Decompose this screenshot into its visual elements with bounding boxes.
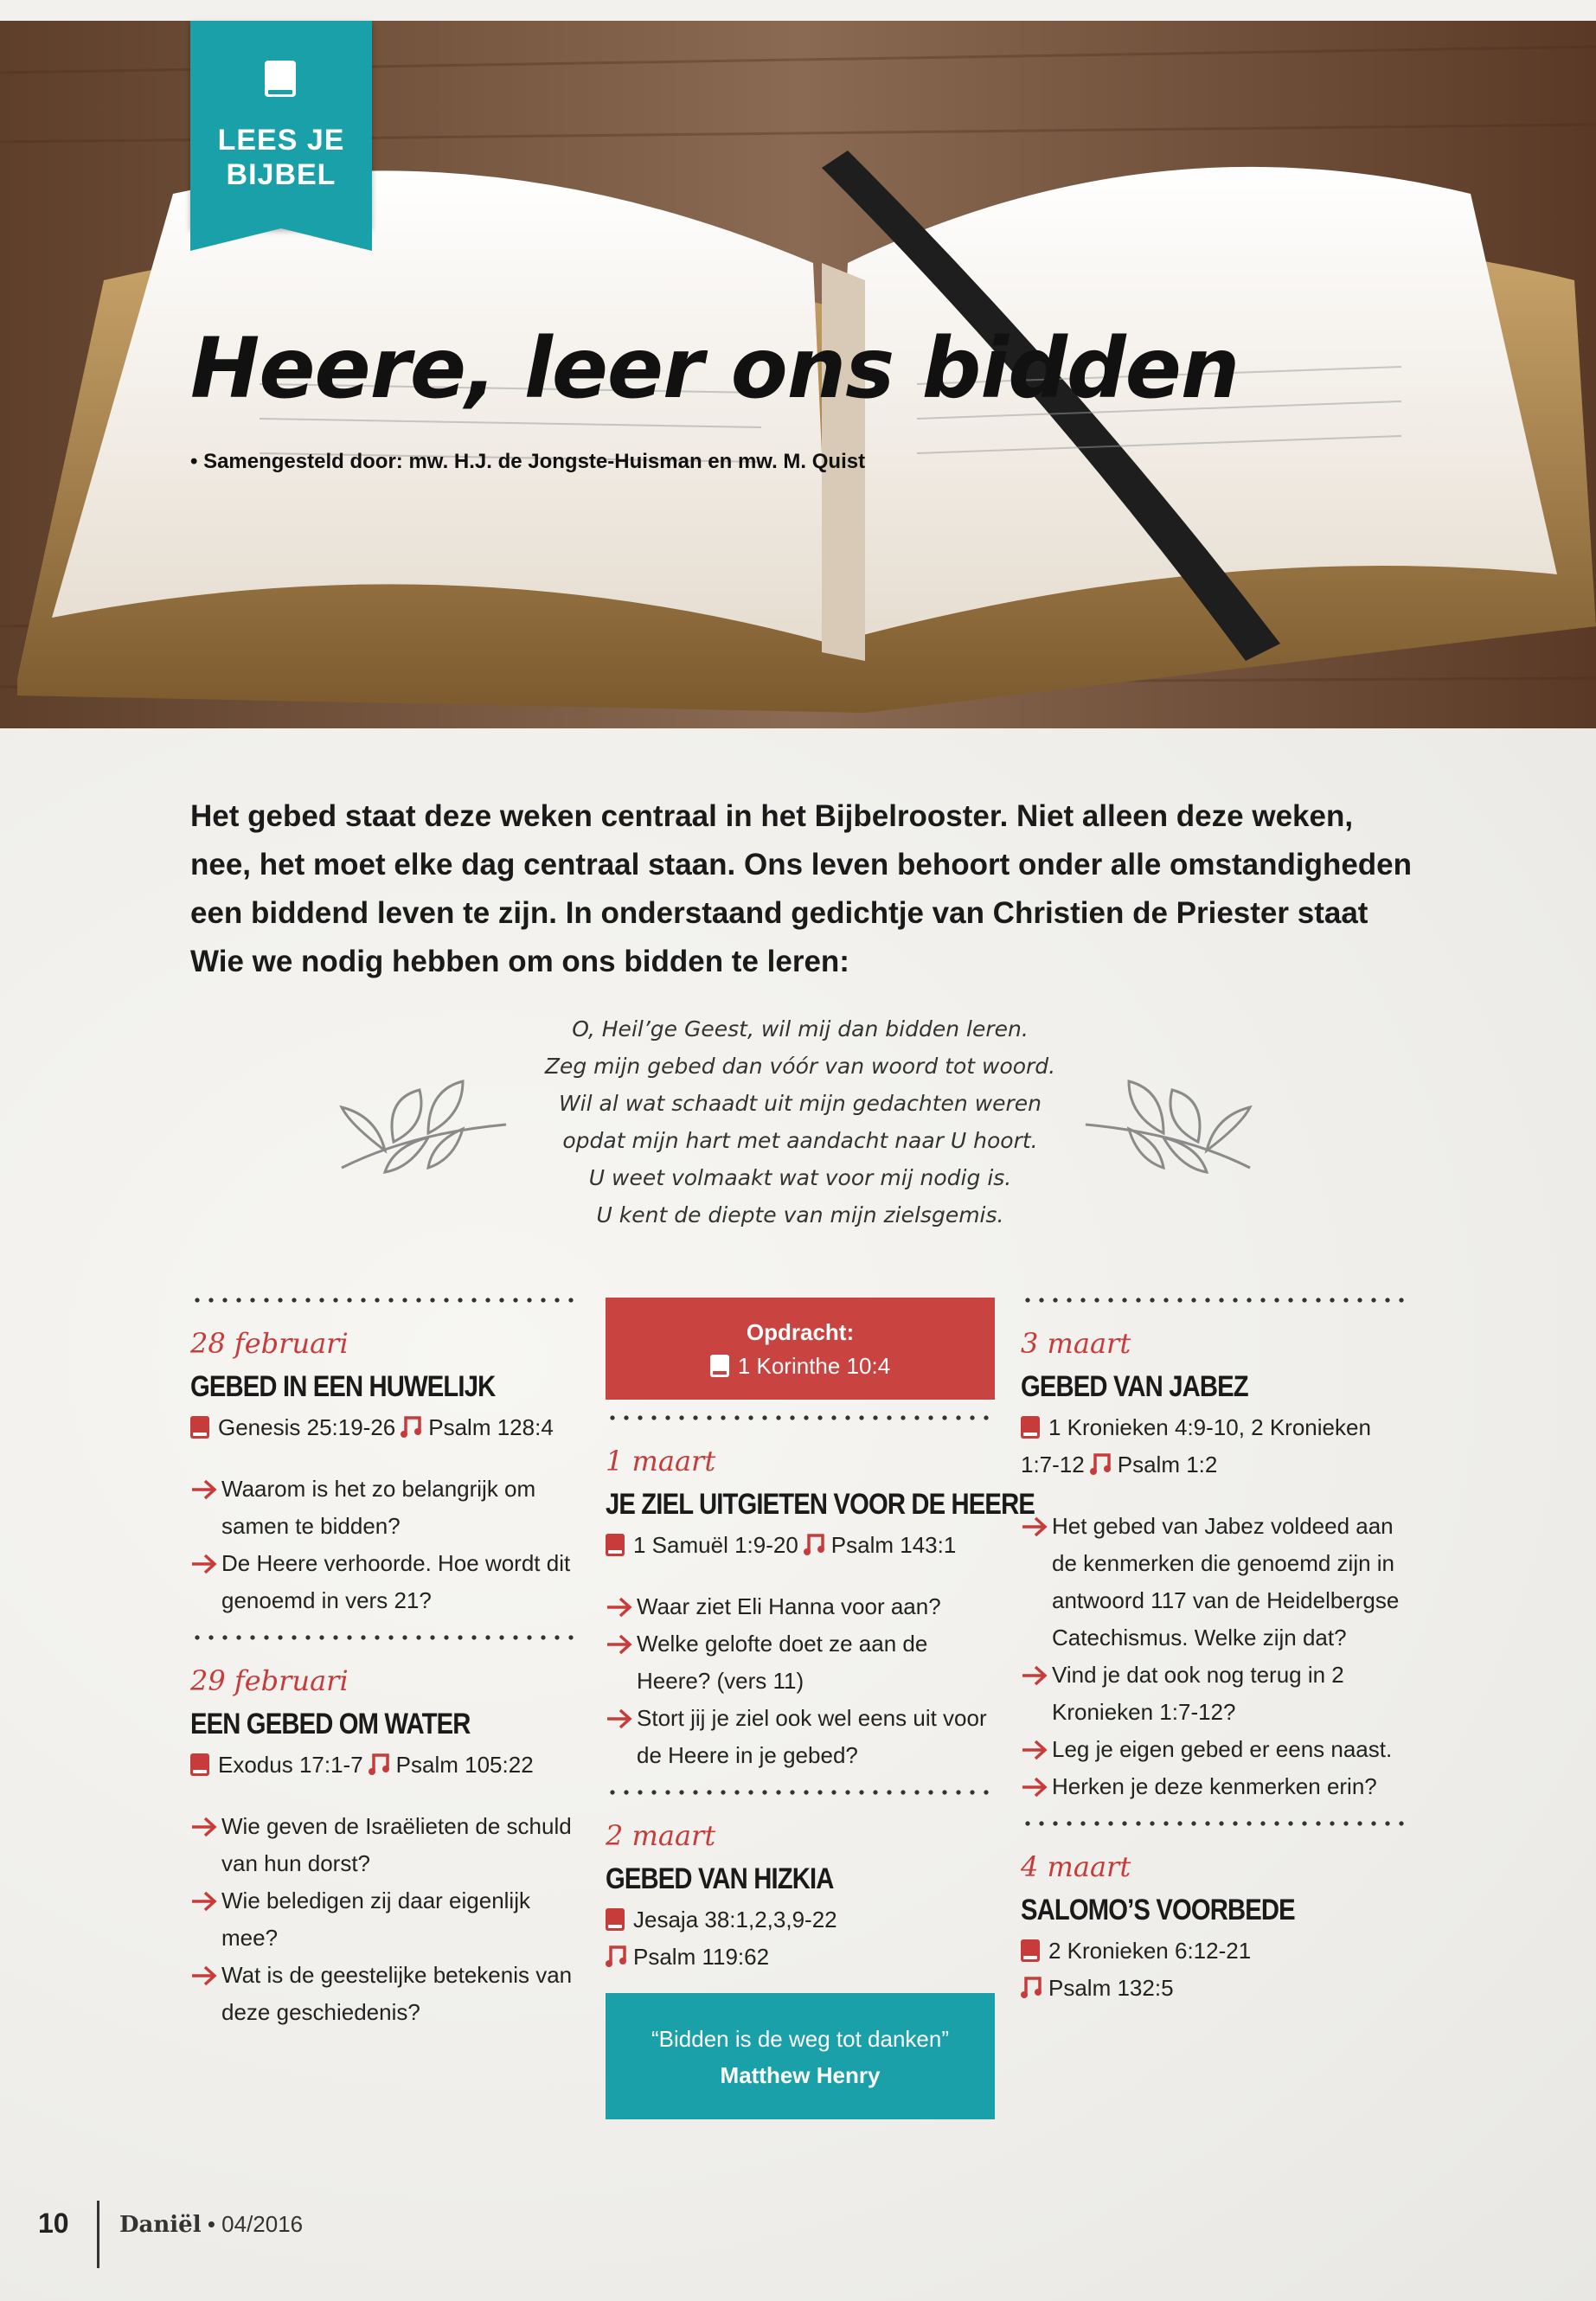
dotted-divider — [1021, 1298, 1410, 1303]
question-text: Vind je dat ook nog terug in 2 Kronieken 1:7-12? — [1052, 1662, 1344, 1725]
bible-icon — [190, 1753, 209, 1776]
arrow-right-icon — [190, 1816, 218, 1838]
column-3 — [1021, 1298, 1410, 2022]
question-text: Het gebed van Jabez voldeed aan de kenmerken die genoemd zijn in antwoord 117 van de Heidelbergse Catechismus. Welke zijn dat? — [1052, 1513, 1400, 1650]
leaf-branch-icon — [333, 1073, 515, 1176]
badge-notch — [190, 228, 372, 251]
poem-line: U weet volmaakt wat voor mij nodig is. — [588, 1165, 1012, 1190]
magazine-name: Daniël — [119, 2212, 202, 2238]
bible-icon — [190, 1416, 209, 1439]
psalm-ref: Psalm 143:1 — [830, 1532, 957, 1558]
question-text: Wie beledigen zij daar eigenlijk mee? — [221, 1888, 530, 1951]
reading-refs — [190, 1747, 580, 1784]
question-item — [190, 1471, 580, 1545]
dotted-divider — [190, 1298, 580, 1303]
arrow-right-icon — [190, 1890, 218, 1913]
quote-author: Matthew Henry — [720, 2062, 881, 2088]
badge-label — [190, 123, 372, 192]
bible-icon — [710, 1355, 729, 1377]
question-text: Welke gelofte doet ze aan de Heere? (vers 11) — [637, 1631, 928, 1694]
arrow-right-icon — [606, 1596, 633, 1618]
assignment-ref-text: 1 Korinthe 10:4 — [737, 1353, 891, 1379]
arrow-right-icon — [606, 1633, 633, 1656]
poem — [484, 1010, 1116, 1234]
bible-ref: 2 Kronieken 6:12-21 — [1048, 1938, 1252, 1964]
bible-ref: 1 Samuël 1:9-20 — [633, 1532, 798, 1558]
question-text: Stort jij je ziel ook wel eens uit voor de Heere in je gebed? — [637, 1705, 987, 1768]
badge-line2: BIJBEL — [226, 158, 337, 191]
psalm-ref: Psalm 132:5 — [1048, 1975, 1174, 2001]
bible-icon — [606, 1908, 625, 1931]
question-text: Herken je deze kenmerken erin? — [1052, 1773, 1377, 1799]
question-text: Leg je eigen gebed er eens naast. — [1052, 1736, 1393, 1762]
psalm-ref: Psalm 1:2 — [1117, 1452, 1218, 1477]
psalm-ref: Psalm 105:22 — [395, 1752, 534, 1778]
footer-publication — [119, 2211, 303, 2238]
book-icon — [256, 55, 304, 104]
arrow-right-icon — [1021, 1776, 1048, 1798]
day-date: 29 februari — [190, 1664, 349, 1697]
question-item — [190, 1808, 580, 1882]
arrow-right-icon — [190, 1965, 218, 1987]
intro-paragraph: Het gebed staat deze weken centraal in het Bijbelrooster. Niet alleen deze weken, nee, het moet elke dag centraal staan. Ons leven behoort onder alle omstandigheden een biddend leven te zijn. In onderstaand gedichtje van Christien de Priester staat Wie we nodig hebben om ons bidden te leren: — [190, 799, 1413, 978]
day-section — [1021, 1850, 1410, 2007]
day-section — [190, 1327, 580, 1619]
dotted-divider — [1021, 1821, 1410, 1826]
question-item — [190, 1545, 580, 1619]
question-item — [606, 1588, 995, 1625]
question-item — [1021, 1508, 1410, 1657]
page-title: Heere, leer ons bidden — [190, 320, 1240, 417]
section-badge — [190, 21, 372, 228]
bible-icon — [1021, 1416, 1040, 1439]
day-title: GEBED VAN HIZKIA — [606, 1862, 834, 1895]
question-item — [606, 1700, 995, 1774]
music-note-icon — [369, 1752, 389, 1776]
day-title: EEN GEBED OM WATER — [190, 1708, 471, 1740]
assignment-box — [606, 1298, 995, 1400]
dotted-divider — [606, 1790, 995, 1795]
bible-icon — [606, 1534, 625, 1556]
day-title: GEBED VAN JABEZ — [1021, 1370, 1248, 1403]
quote-text: “Bidden is de weg tot danken” — [651, 2026, 949, 2052]
arrow-right-icon — [190, 1553, 218, 1575]
reading-refs — [190, 1409, 580, 1446]
bible-ref: 1 Kronieken 4:9-10, 2 Kronieken 1:7-12 — [1021, 1414, 1371, 1477]
poem-line: opdat mijn hart met aandacht naar U hoort. — [562, 1128, 1038, 1153]
dotted-divider — [606, 1415, 995, 1420]
question-item — [190, 1957, 580, 2031]
arrow-right-icon — [606, 1708, 633, 1730]
music-note-icon — [1090, 1452, 1111, 1476]
quote-box — [606, 1993, 995, 2119]
questions — [190, 1471, 580, 1619]
reading-refs — [1021, 1409, 1410, 1484]
poem-line: Wil al wat schaadt uit mijn gedachten weren — [558, 1091, 1042, 1116]
arrow-right-icon — [1021, 1664, 1048, 1687]
question-item — [1021, 1768, 1410, 1805]
poem-line: Zeg mijn gebed dan vóór van woord tot woord. — [544, 1054, 1056, 1079]
day-section — [606, 1819, 995, 1976]
footer-divider — [97, 2201, 99, 2268]
day-date: 4 maart — [1021, 1850, 1131, 1883]
byline: • Samengesteld door: mw. H.J. de Jongste-Huisman en mw. M. Quist — [190, 450, 866, 473]
questions — [606, 1588, 995, 1774]
music-note-icon — [401, 1414, 421, 1439]
arrow-right-icon — [1021, 1516, 1048, 1538]
psalm-ref: Psalm 119:62 — [633, 1944, 770, 1970]
assignment-ref — [614, 1348, 986, 1384]
column-1 — [190, 1298, 580, 2047]
poem-line: U kent de diepte van mijn zielsgemis. — [596, 1202, 1004, 1227]
day-date: 2 maart — [606, 1819, 716, 1852]
psalm-ref: Psalm 128:4 — [428, 1414, 554, 1440]
day-date: 1 maart — [606, 1445, 716, 1477]
dotted-divider — [190, 1635, 580, 1640]
questions — [1021, 1508, 1410, 1805]
music-note-icon — [804, 1532, 824, 1556]
question-item — [1021, 1731, 1410, 1768]
column-2 — [606, 1298, 1035, 2119]
badge-line1: LEES JE — [217, 124, 345, 157]
question-text: De Heere verhoorde. Hoe wordt dit genoemd in vers 21? — [221, 1550, 571, 1613]
music-note-icon — [606, 1944, 626, 1968]
reading-refs — [606, 1527, 995, 1564]
question-text: Wie geven de Israëlieten de schuld van hun dorst? — [221, 1813, 572, 1876]
reading-refs — [606, 1901, 995, 1976]
question-text: Wat is de geestelijke betekenis van deze geschiedenis? — [221, 1962, 573, 2025]
arrow-right-icon — [1021, 1739, 1048, 1761]
reading-refs — [1021, 1932, 1410, 2007]
question-item — [190, 1882, 580, 1957]
bible-ref: Exodus 17:1-7 — [218, 1752, 363, 1778]
bible-ref: Jesaja 38:1,2,3,9-22 — [633, 1907, 837, 1932]
day-title: SALOMO’S VOORBEDE — [1021, 1894, 1295, 1926]
day-date: 3 maart — [1021, 1327, 1131, 1360]
day-section — [190, 1664, 580, 2031]
assignment-label: Opdracht: — [746, 1319, 855, 1345]
bible-icon — [1021, 1939, 1040, 1962]
question-text: Waar ziet Eli Hanna voor aan? — [637, 1593, 941, 1619]
day-title: GEBED IN EEN HUWELIJK — [190, 1370, 496, 1403]
question-item — [1021, 1657, 1410, 1731]
bible-ref: Genesis 25:19-26 — [218, 1414, 396, 1440]
music-note-icon — [1021, 1975, 1042, 1999]
day-title: JE ZIEL UITGIETEN VOOR DE HEERE — [606, 1488, 1035, 1521]
day-section — [1021, 1327, 1410, 1805]
question-text: Waarom is het zo belangrijk om samen te bidden? — [221, 1476, 536, 1539]
day-date: 28 februari — [190, 1327, 349, 1360]
issue-number: • 04/2016 — [207, 2211, 304, 2237]
day-section — [606, 1445, 1035, 1774]
question-item — [606, 1625, 995, 1700]
questions — [190, 1808, 580, 2031]
leaf-branch-icon — [1077, 1073, 1259, 1176]
page-number: 10 — [38, 2208, 69, 2239]
poem-line: O, Heil’ge Geest, wil mij dan bidden leren. — [572, 1016, 1029, 1042]
arrow-right-icon — [190, 1478, 218, 1501]
